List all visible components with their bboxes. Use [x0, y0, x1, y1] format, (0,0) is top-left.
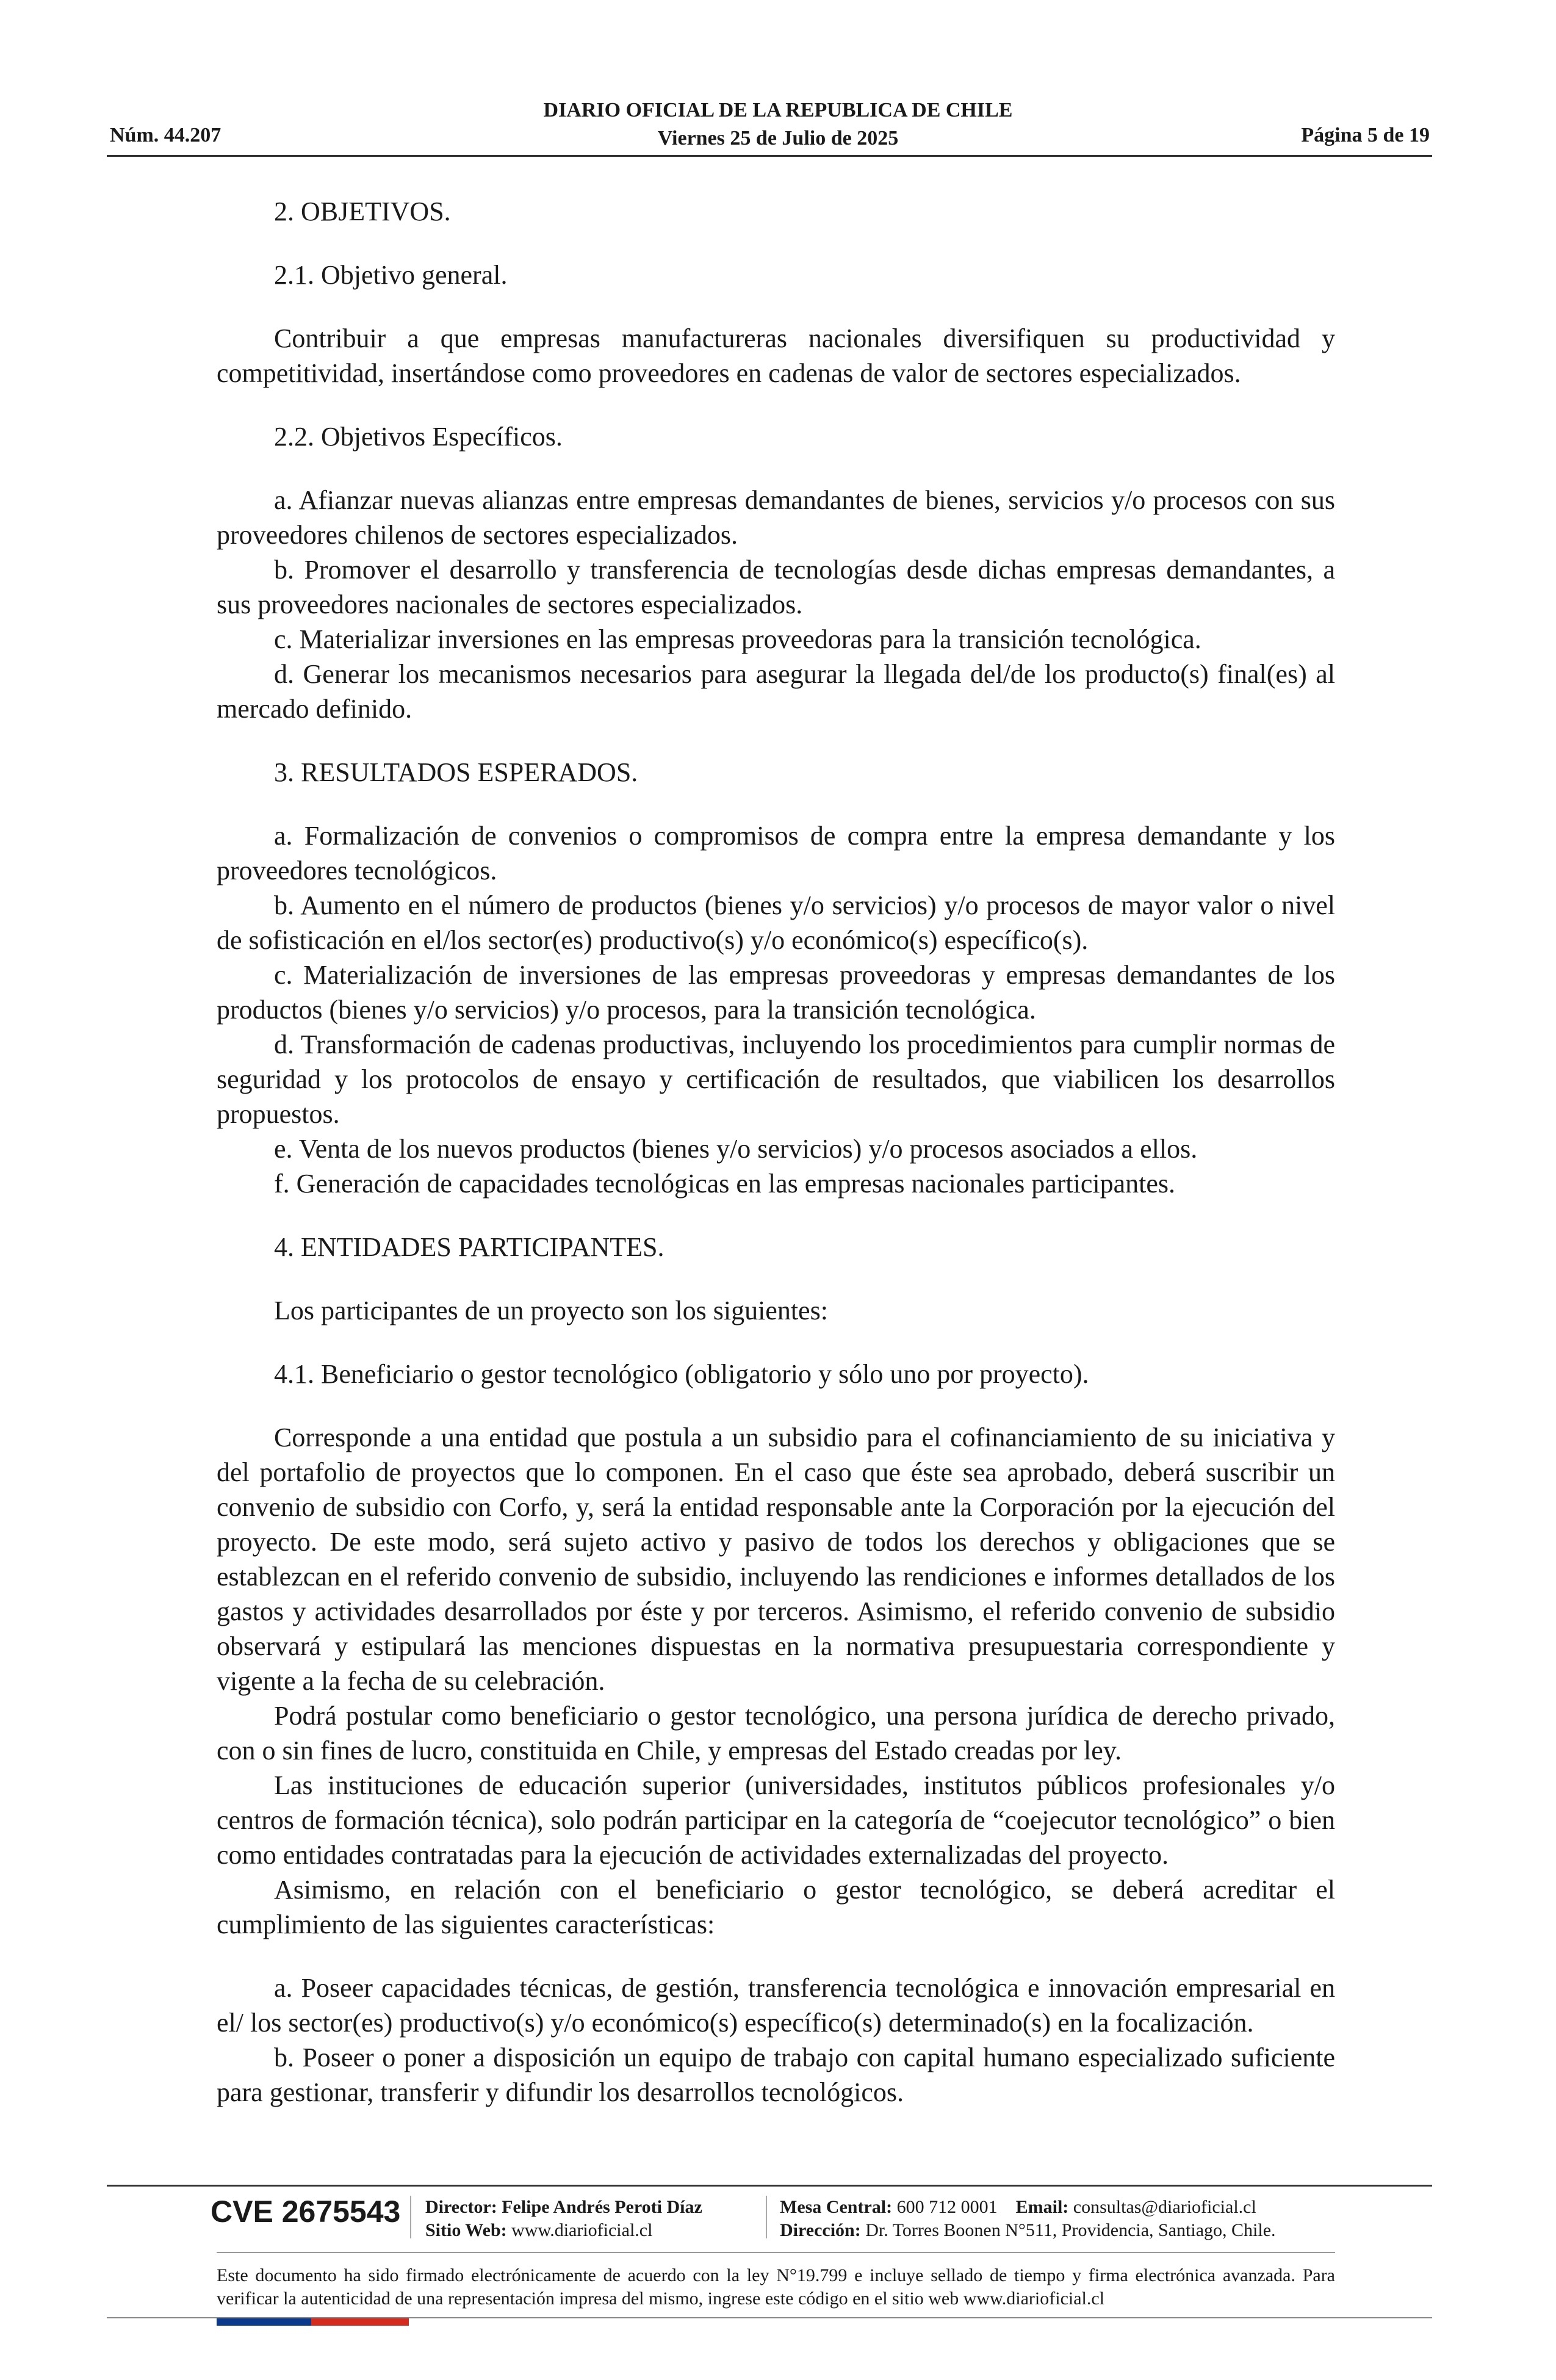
section-heading: 2. OBJETIVOS. — [274, 197, 451, 226]
list-item: a. Afianzar nuevas alianzas entre empresas demandantes de bienes, servicios y/o procesos con sus proveedores chilenos de sectores especializados. — [217, 485, 1335, 550]
section-heading: 4.1. Beneficiario o gestor tecnológico (obligatorio y sólo uno por proyecto). — [274, 1359, 1089, 1389]
list-item: a. Poseer capacidades técnicas, de gestión, transferencia tecnológica e innovación empresarial en el/ los sector(es) productivo(s) y/o económico(s) específico(s) determinado(s) en la focalización. — [217, 1973, 1335, 2038]
cve-code: CVE 2675543 — [211, 2194, 401, 2229]
paragraph: Las instituciones de educación superior (universidades, institutos públicos profesionales y/o centros de formación técnica), solo podrán participar en la categoría de “coejecutor tecnológico” o bien como entidades contratadas para la ejecución de actividades externalizadas del proyecto. — [217, 1770, 1335, 1870]
footer-separator — [766, 2196, 767, 2238]
footer-contact-block — [780, 2196, 1276, 2242]
address-label: Dirección: — [780, 2220, 861, 2240]
list-item: b. Poseer o poner a disposición un equipo de trabajo con capital humano especializado suficiente para gestionar, transferir y difundir los desarrollos tecnológicos. — [217, 2043, 1335, 2107]
document-body — [217, 194, 1335, 2110]
footer-separator — [410, 2196, 411, 2238]
list-item: d. Generar los mecanismos necesarios para asegurar la llegada del/de los producto(s) final(es) al mercado definido. — [217, 659, 1335, 724]
site-label: Sitio Web: — [425, 2220, 507, 2240]
flag-stripe-red — [311, 2318, 409, 2326]
section-heading: 4. ENTIDADES PARTICIPANTES. — [274, 1232, 665, 1262]
mesa-label: Mesa Central: — [780, 2197, 893, 2217]
paragraph: Asimismo, en relación con el beneficiario o gestor tecnológico, se deberá acreditar el cumplimiento de las siguientes características: — [217, 1875, 1335, 1939]
publication-title: DIARIO OFICIAL DE LA REPUBLICA DE CHILE — [543, 99, 1013, 121]
list-item: c. Materializar inversiones en las empresas proveedoras para la transición tecnológica. — [274, 624, 1201, 654]
address-value: Dr. Torres Boonen N°511, Providencia, Santiago, Chile. — [865, 2220, 1276, 2240]
list-item: b. Aumento en el número de productos (bienes y/o servicios) y/o procesos de mayor valor o nivel de sofisticación en el/los sector(es) productivo(s) y/o económico(s) específico(s). — [217, 890, 1335, 955]
footer-inner-divider — [217, 2252, 1335, 2253]
footer-director-block — [425, 2196, 702, 2242]
director-name: Felipe Andrés Peroti Díaz — [502, 2197, 702, 2217]
email-label: Email: — [1015, 2197, 1069, 2217]
issue-number: Núm. 44.207 — [110, 124, 222, 146]
section-heading: 3. RESULTADOS ESPERADOS. — [274, 757, 638, 787]
paragraph: Podrá postular como beneficiario o gestor tecnológico, una persona jurídica de derecho privado, con o sin fines de lucro, constituida en Chile, y empresas del Estado creadas por ley. — [217, 1701, 1335, 1765]
section-heading: 2.2. Objetivos Específicos. — [274, 422, 563, 452]
paragraph: Corresponde a una entidad que postula a un subsidio para el cofinanciamiento de su iniciativa y del portafolio de proyectos que lo componen. En el caso que éste sea aprobado, deberá suscribir un convenio de subsidio con Corfo, y, será la entidad responsable ante la Corporación por la ejecución del proyecto. De este modo, será sujeto activo y pasivo de todos los derechos y obligaciones que se establezcan en el referido convenio de subsidio, incluyendo las rendiciones e informes detallados de los gastos y actividades desarrollados por éste y por terceros. Asimismo, el referido convenio de subsidio observará y estipulará las menciones dispuestas en la normativa presupuestaria correspondiente y vigente a la fecha de su celebración. — [217, 1423, 1335, 1696]
paragraph: Contribuir a que empresas manufactureras nacionales diversifiquen su productividad y competitividad, insertándose como proveedores en cadenas de valor de sectores especializados. — [217, 323, 1335, 388]
email-link[interactable]: consultas@diarioficial.cl — [1073, 2197, 1256, 2217]
section-heading: 2.1. Objetivo general. — [274, 260, 508, 290]
director-label: Director: — [425, 2197, 497, 2217]
list-item: c. Materialización de inversiones de las empresas proveedoras y empresas demandantes de los productos (bienes y/o servicios) y/o procesos, para la transición tecnológica. — [217, 960, 1335, 1025]
publication-date: Viernes 25 de Julio de 2025 — [657, 127, 899, 150]
list-item: e. Venta de los nuevos productos (bienes y/o servicios) y/o procesos asociados a ellos. — [274, 1134, 1198, 1164]
flag-stripe-blue — [217, 2318, 311, 2326]
signature-notice: Este documento ha sido firmado electrónicamente de acuerdo con la ley N°19.799 e incluye sellado de tiempo y firma electrónica avanzada. Para verificar la autenticidad de una representación impresa del mismo, ingrese este código en el sitio web www.diarioficial.cl — [217, 2265, 1335, 2309]
header-divider — [107, 155, 1432, 157]
page-number: Página 5 de 19 — [1301, 124, 1430, 146]
mesa-phone: 600 712 0001 — [896, 2197, 998, 2217]
footer-divider — [107, 2185, 1432, 2187]
list-item: a. Formalización de convenios o compromisos de compra entre la empresa demandante y los proveedores tecnológicos. — [217, 821, 1335, 885]
site-link[interactable]: www.diarioficial.cl — [511, 2220, 653, 2240]
paragraph: Los participantes de un proyecto son los siguientes: — [274, 1296, 828, 1325]
list-item: f. Generación de capacidades tecnológicas en las empresas nacionales participantes. — [274, 1169, 1175, 1199]
list-item: d. Transformación de cadenas productivas, incluyendo los procedimientos para cumplir normas de seguridad y los protocolos de ensayo y certificación de resultados, que viabilicen los desarrollos propuestos. — [217, 1030, 1335, 1129]
list-item: b. Promover el desarrollo y transferencia de tecnologías desde dichas empresas demandantes, a sus proveedores nacionales de sectores especializados. — [217, 555, 1335, 619]
